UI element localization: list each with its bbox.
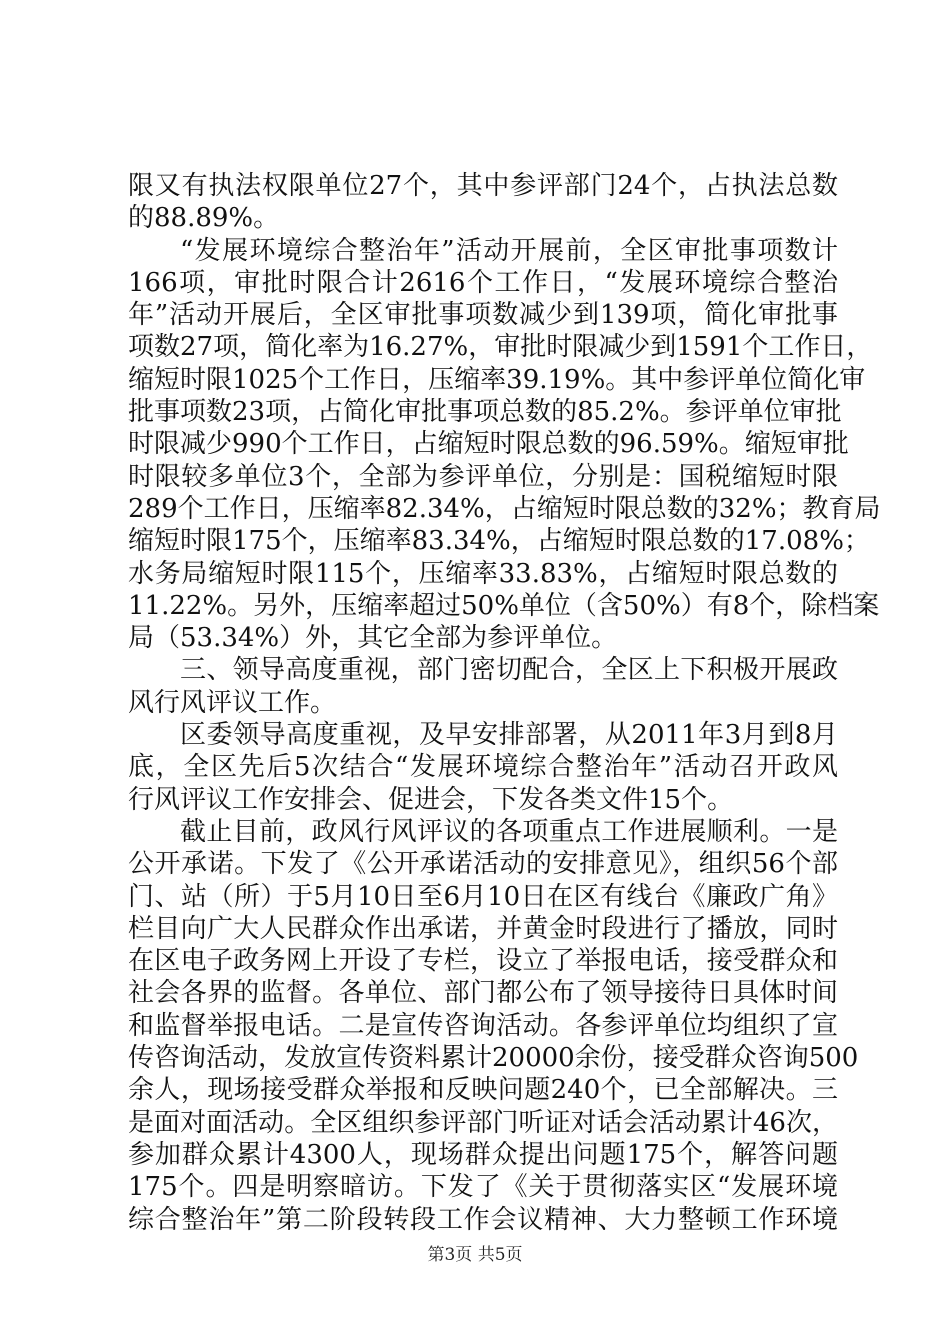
text-line: 限又有执法权限单位27个，其中参评部门24个，占执法总数 <box>128 171 838 201</box>
text-line: 是面对面活动。全区组织参评部门听证对话会活动累计46次， <box>128 1107 838 1138</box>
text-line: 时限较多单位3个，全部为参评单位，分别是：国税缩短时限 <box>128 461 838 492</box>
text-line: 公开承诺。下发了《公开承诺活动的安排意见》，组织56个部 <box>128 849 838 880</box>
text-line: 参加群众累计4300人，现场群众提出问题175个，解答问题 <box>128 1139 838 1170</box>
page-footer <box>0 1240 950 1265</box>
text-line: 批事项数23项，占简化审批事项总数的85.2%。参评单位审批 <box>128 397 842 428</box>
paragraph <box>128 719 838 816</box>
text-line: 余人，现场接受群众举报和反映问题240个，已全部解决。三 <box>128 1075 838 1106</box>
text-line: 截止目前，政风行风评议的各项重点工作进展顺利。一是 <box>180 816 838 847</box>
text-line: 项数27项，简化率为16.27%，审批时限减少到1591个工作日， <box>128 332 873 363</box>
text-line: 在区电子政务网上开设了专栏，设立了举报电话，接受群众和 <box>128 946 838 977</box>
text-line: 的88.89%。 <box>128 203 280 234</box>
text-line: 缩短时限175个，压缩率83.34%，占缩短时限总数的17.08%； <box>128 526 870 557</box>
text-line: 区委领导高度重视，及早安排部署，从2011年3月到8月 <box>180 720 838 751</box>
text-line: 三、领导高度重视，部门密切配合，全区上下积极开展政 <box>180 655 838 686</box>
text-line: 水务局缩短时限115个，压缩率33.83%，占缩短时限总数的 <box>128 558 838 589</box>
text-line: 综合整治年”第二阶段转段工作会议精神、大力整顿工作环境 <box>128 1204 838 1235</box>
paragraph <box>128 816 859 1236</box>
text-line: “发展环境综合整治年”活动开展前，全区审批事项数计 <box>180 235 838 266</box>
text-line: 栏目向广大人民群众作出承诺，并黄金时段进行了播放，同时 <box>128 913 838 944</box>
text-line: 局（53.34%）外，其它全部为参评单位。 <box>128 623 618 654</box>
text-line: 166项，审批时限合计2616个工作日，“发展环境综合整治 <box>128 267 838 298</box>
text-line: 时限减少990个工作日，占缩短时限总数的96.59%。缩短审批 <box>128 429 849 460</box>
text-line: 门、站（所）于5月10日至6月10日在区有线台《廉政广角》 <box>128 881 838 912</box>
text-line: 和监督举报电话。二是宣传咨询活动。各参评单位均组织了宣 <box>128 1010 838 1041</box>
paragraph <box>128 654 838 719</box>
text-line: 11.22%。另外，压缩率超过50%单位（含50%）有8个，除档案 <box>128 590 880 621</box>
text-line: 底，全区先后5次结合“发展环境综合整治年”活动召开政风 <box>128 752 838 783</box>
text-line: 行风评议工作安排会、促进会，下发各类文件15个。 <box>128 784 734 815</box>
text-line: 缩短时限1025个工作日，压缩率39.19%。其中参评单位简化审 <box>128 364 866 395</box>
paragraph <box>128 170 838 235</box>
text-line: 175个。四是明察暗访。下发了《关于贯彻落实区“发展环境 <box>128 1172 838 1203</box>
document-body <box>128 170 881 1236</box>
paragraph <box>128 235 881 655</box>
text-line: 年”活动开展后，全区审批事项数减少到139项，简化审批事 <box>128 300 838 331</box>
text-line: 289个工作日，压缩率82.34%，占缩短时限总数的32%；教育局 <box>128 493 881 524</box>
page-number-label: 第3页 共5页 <box>427 1245 523 1265</box>
text-line: 风行风评议工作。 <box>128 687 337 718</box>
text-line: 社会各界的监督。各单位、部门都公布了领导接待日具体时间 <box>128 978 838 1009</box>
text-line: 传咨询活动，发放宣传资料累计20000余份，接受群众咨询500 <box>128 1043 859 1074</box>
